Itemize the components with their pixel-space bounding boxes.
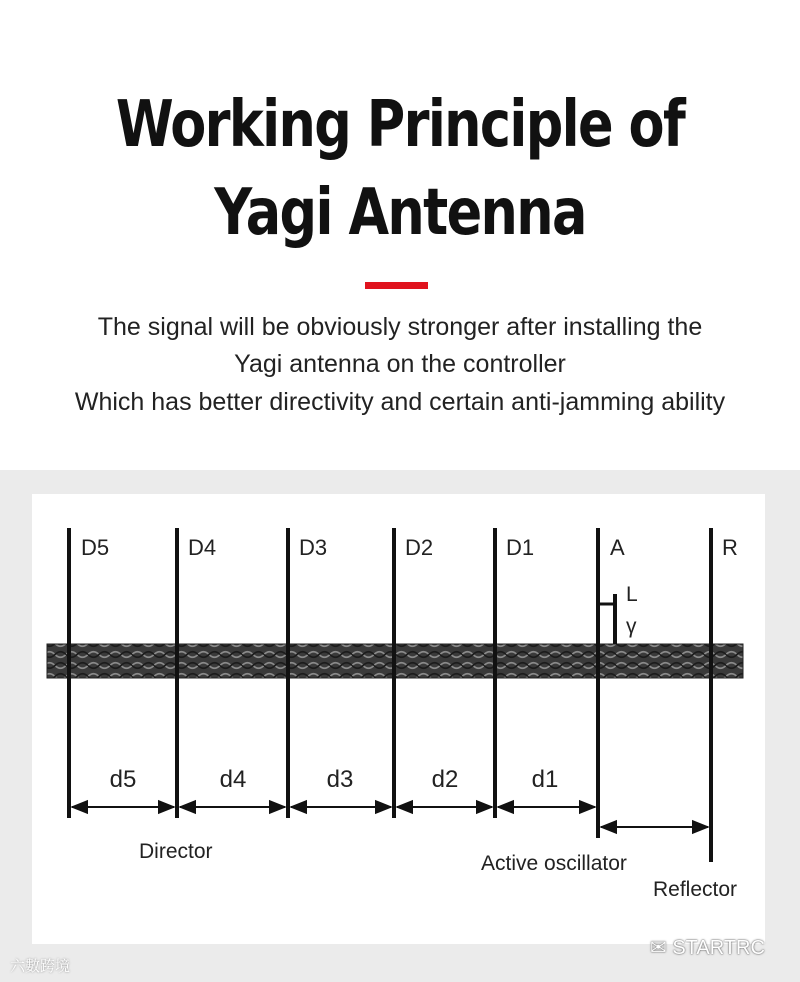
subtitle-line-2: Yagi antenna on the controller — [234, 350, 566, 378]
label-d5: D5 — [81, 535, 110, 560]
label-d4: D4 — [188, 535, 217, 560]
subtitle-line-3: Which has better directivity and certain anti-jamming ability — [74, 388, 726, 416]
label-r: R — [722, 535, 738, 560]
label-d3: D3 — [299, 535, 328, 560]
label-gamma: γ — [626, 615, 637, 638]
label-spacing-d3: d3 — [326, 766, 354, 793]
label-a: A — [610, 535, 625, 560]
label-spacing-d1: d1 — [531, 766, 559, 793]
subtitle-line-1: The signal will be obviously stronger after installing the — [97, 313, 703, 341]
watermark-right-text: STARTRC — [672, 937, 765, 959]
label-director: Director — [139, 840, 213, 863]
label-l: L — [626, 583, 638, 606]
wechat-icon: ✉ — [650, 937, 667, 959]
label-active-oscillator: Active oscillator — [481, 852, 627, 875]
label-spacing-d4: d4 — [219, 766, 247, 793]
watermark-right — [650, 935, 765, 960]
page-title-line-1: Working Principle of — [115, 88, 685, 162]
watermark-left: 六數跨境 — [10, 958, 71, 975]
label-d1: D1 — [506, 535, 535, 560]
page-title-line-2: Yagi Antenna — [214, 176, 586, 250]
label-reflector: Reflector — [653, 878, 738, 901]
label-spacing-d2: d2 — [431, 766, 459, 793]
label-d2: D2 — [405, 535, 434, 560]
label-spacing-d5: d5 — [109, 766, 137, 793]
